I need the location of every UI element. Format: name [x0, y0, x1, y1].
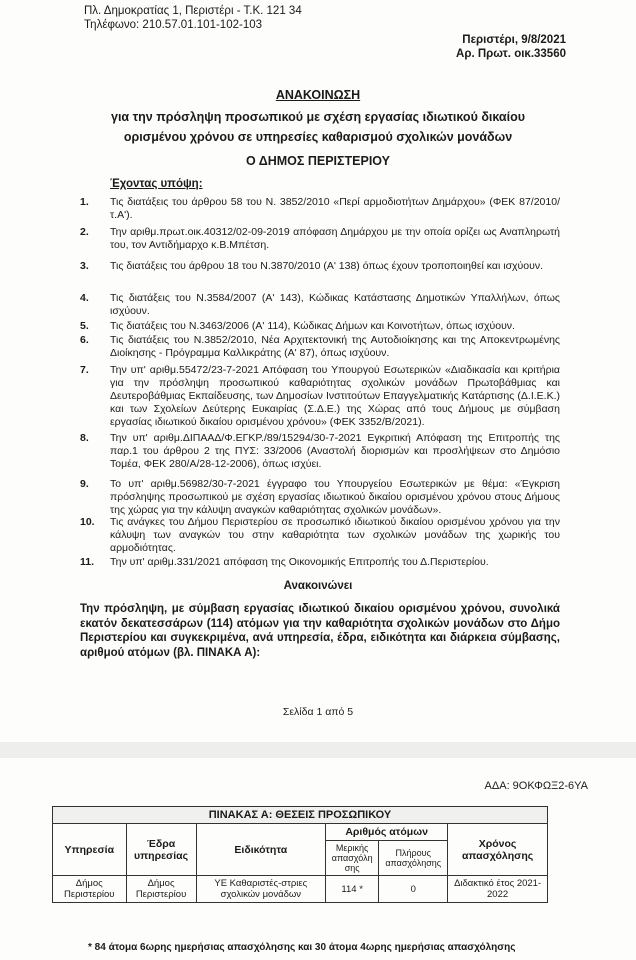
table-footnote: * 84 άτομα 6ωρης ημερήσιας απασχόλησης και 30 άτομα 4ωρης ημερήσιας απασχόλησης [88, 942, 516, 953]
list-item: 6. Τις διατάξεις του Ν.3852/2010, Νέα Αρχιτεκτονική της Αυτοδιοίκησης και της Αποκεντρωμένης Διοίκησης - Πρόγραμμα Καλλικράτης (Α' 87), όπως ισχύουν. [80, 334, 560, 359]
col-header-service: Υπηρεσία [53, 824, 127, 876]
subtitle-line-1: για την πρόσληψη προσωπικού με σχέση εργασίας ιδιωτικού δικαίου [111, 110, 525, 124]
cell-duration: Διδακτικό έτος 2021-2022 [448, 876, 548, 903]
list-item: 7. Την υπ' αριθμ.55472/23-7-2021 Απόφαση του Υπουργού Εσωτερικών «Διαδικασία και κριτήρια για την πρόσληψη προσωπικού καθαριότητας σχολικών μονάδων Πρωτοβάθμιας και Δευτεροβάθμιας Εκπαίδευσης, των Δημοσίων Ινστιτούτων Επαγγελματικής Κατάρτισης (Δ.Ι.Ε.Κ.) και των Σχολείων Δεύτερης Ευκαιρίας (Σ.Δ.Ε.) της Χώρας από τους Δήμους με σύμβαση εργασίας ιδιωτικού δικαίου ορισμένου χρόνου» (ΦΕΚ 3352/Β/2021). [80, 364, 560, 428]
subheader-partial: Μερικής απασχόλη σης [326, 841, 379, 876]
document-page-2 [0, 758, 636, 960]
table-title: ΠΙΝΑΚΑΣ Α: ΘΕΣΕΙΣ ΠΡΟΣΩΠΙΚΟΥ [53, 807, 548, 824]
list-item: 10. Τις ανάγκες του Δήμου Περιστερίου σε προσωπικό ιδιωτικού δικαίου ορισμένου χρόνου για την κάλυψη των αναγκών του στην καθαριότητα των σχολικών μονάδων της χωρικής του αρμοδιότητας. [80, 516, 560, 554]
ada-code: ΑΔΑ: 9ΟΚΦΩΞ2-6ΥΑ [484, 780, 588, 792]
having-considered-label: Έχοντας υπόψη: [110, 178, 203, 190]
subtitle-line-2: ορισμένου χρόνου σε υπηρεσίες καθαρισμού σχολικών μονάδων [123, 130, 513, 144]
staff-positions-table [52, 806, 548, 903]
col-header-count: Αριθμός ατόμων [326, 824, 448, 841]
subheader-full: Πλήρους απασχόλησης [379, 841, 448, 876]
list-item: 9. Το υπ' αριθμ.56982/30-7-2021 έγγραφο του Υπουργείου Εσωτερικών με θέμα: «Έγκριση πρόσληψης προσωπικού με σχέση εργασίας ιδιωτικού δικαίου ορισμένου χρόνου στους Δήμους της χώρας για την κάλυψη αναγκών καθαριότητας σχολικών μονάδων». [80, 478, 560, 516]
list-item: 1. Τις διατάξεις του άρθρου 58 του Ν. 3852/2010 «Περί αρμοδιοτήτων Δημάρχου» (ΦΕΚ 87/2010/τ.Α'). [80, 196, 560, 221]
announcement-heading: ΑΝΑΚΟΙΝΩΣΗ [275, 88, 361, 102]
page-separator [0, 742, 636, 758]
page-number: Σελίδα 1 από 5 [282, 706, 354, 718]
protocol-number: Αρ. Πρωτ. οικ.33560 [456, 48, 566, 60]
list-item: 4. Τις διατάξεις του Ν.3584/2007 (Α' 143), Κώδικας Κατάστασης Δημοτικών Υπαλλήλων, όπως ισχύουν. [80, 292, 560, 317]
col-header-seat: Έδρα υπηρεσίας [126, 824, 196, 876]
cell-partial: 114 * [326, 876, 379, 903]
announces-label: Ανακοινώνει [283, 580, 353, 592]
cell-specialty: ΥΕ Καθαριστές-στριες σχολικών μονάδων [196, 876, 326, 903]
col-header-specialty: Ειδικότητα [196, 824, 326, 876]
cell-service: Δήμος Περιστερίου [53, 876, 127, 903]
main-paragraph: Την πρόσληψη, με σύμβαση εργασίας ιδιωτικού δικαίου ορισμένου χρόνου, συνολικά εκατόν δεκατεσσάρων (114) ατόμων για την καθαριότητα σχολικών μονάδων στο Δήμο Περιστερίου και συγκεκριμένα, ανά υπηρεσία, έδρα, ειδικότητα και διάρκεια σύμβασης, αριθμού ατόμων (βλ. ΠΙΝΑΚΑ Α): [80, 603, 560, 659]
issuer: Ο ΔΗΜΟΣ ΠΕΡΙΣΤΕΡΙΟΥ [245, 154, 391, 168]
col-header-duration: Χρόνος απασχόλησης [448, 824, 548, 876]
list-item: 11. Την υπ' αριθμ.331/2021 απόφαση της Οικονομικής Επιτροπής του Δ.Περιστερίου. [80, 556, 489, 568]
list-item: 2. Την αριθμ.πρωτ.οικ.40312/02-09-2019 απόφαση Δημάρχου με την οποία ορίζει ως Αναπληρωτή του, τον Αντιδήμαρχο κ.Β.Μπέτση. [80, 226, 560, 251]
list-item: 5. Τις διατάξεις του Ν.3463/2006 (Α' 114), Κώδικας Δήμων και Κοινοτήτων, όπως ισχύουν. [80, 320, 515, 332]
document-date: Περιστέρι, 9/8/2021 [462, 34, 566, 46]
phone-line: Τηλέφωνο: 210.57.01.101-102-103 [84, 19, 263, 31]
table-row [53, 876, 548, 903]
list-item: 3. Τις διατάξεις του άρθρου 18 του Ν.3870/2010 (Α' 138) όπως έχουν τροποποιηθεί και ισχύουν. [80, 260, 544, 272]
list-item: 8. Την υπ' αριθμ.ΔΙΠΑΑΔ/Φ.ΕΓΚΡ./89/15294/30-7-2021 Εγκριτική Απόφαση της Επιτροπής της παρ.1 του άρθρου 2 της ΠΥΣ: 33/2006 (Αναστολή διορισμών και προσλήψεων στο Δημόσιο Τομέα, ΦΕΚ 280/Α/28-12-2006), όπως ισχύει. [80, 432, 560, 470]
cell-full: 0 [379, 876, 448, 903]
cell-seat: Δήμος Περιστερίου [126, 876, 196, 903]
address-line: Πλ. Δημοκρατίας 1, Περιστέρι - Τ.Κ. 121 34 [84, 5, 302, 17]
